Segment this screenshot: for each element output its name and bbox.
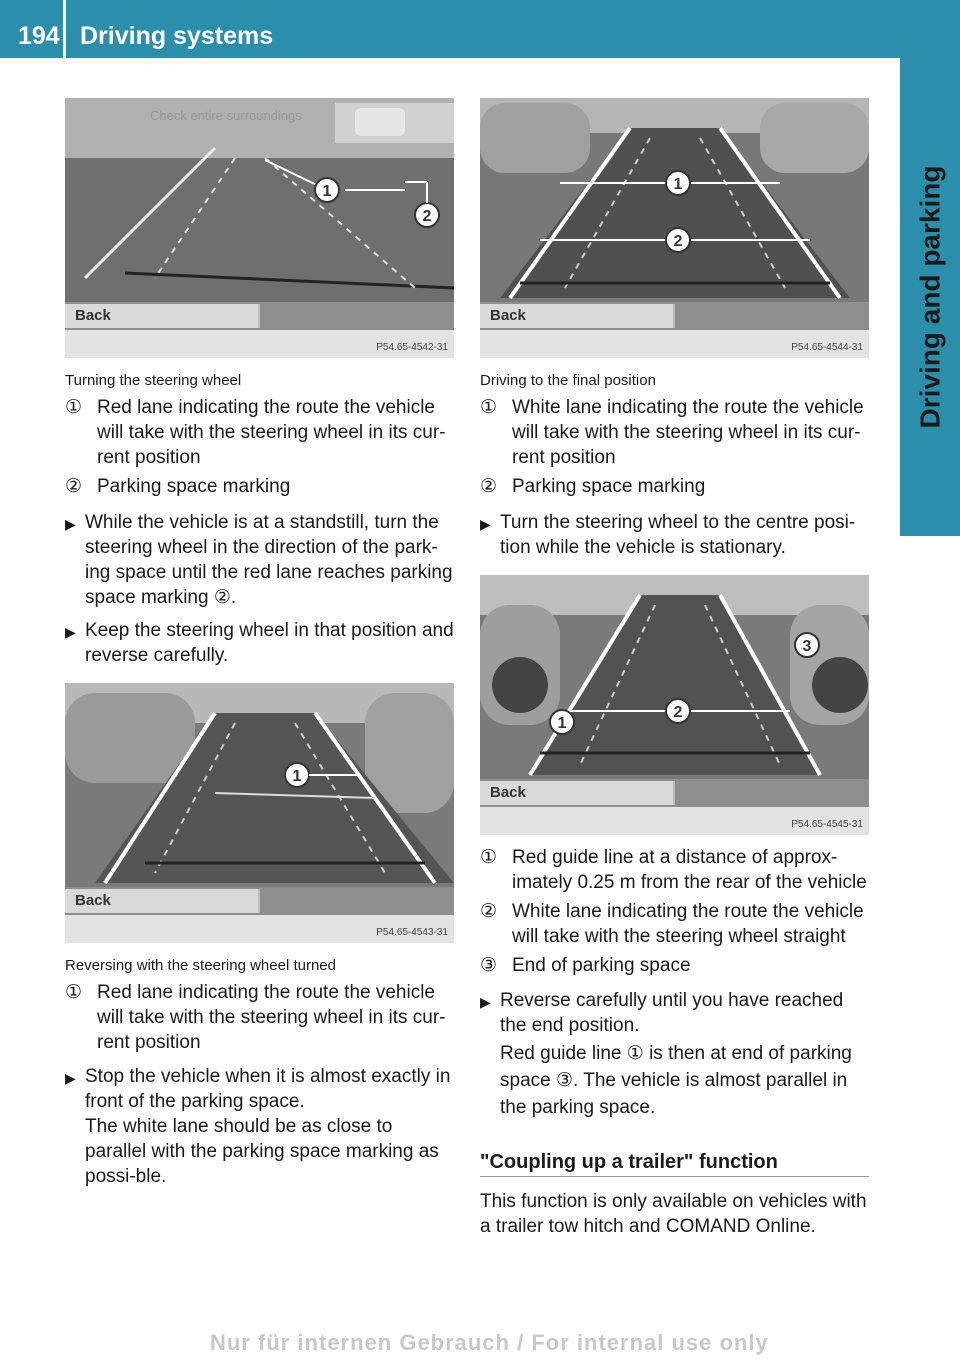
list-item-text: Parking space marking (512, 476, 706, 497)
instruction-step (65, 1064, 455, 1114)
list-item-text: White lane indicating the route the vehicle will take with the steering wheel in its cur-rent position (512, 397, 864, 468)
list-item-text: Red guide line at a distance of approx-imately 0.25 m from the rear of the vehicle (512, 847, 867, 893)
step-arrow-icon: ▶ (480, 994, 491, 1010)
step-arrow-icon: ▶ (65, 1070, 76, 1086)
step-text: Reverse carefully until you have reached the end position. (500, 990, 844, 1036)
marker-2: ② (65, 476, 83, 497)
section-heading: "Coupling up a trailer" function (480, 1151, 778, 1173)
list-item (480, 474, 872, 499)
step-arrow-icon: ▶ (65, 624, 76, 640)
marker-1: ① (480, 847, 498, 868)
step-arrow-icon: ▶ (65, 516, 76, 532)
svg-text:2: 2 (673, 704, 683, 721)
svg-text:1: 1 (557, 715, 567, 732)
list-item (480, 953, 872, 978)
image-code: P54.65-4545-31 (791, 819, 863, 830)
camera-image-4 (480, 575, 869, 835)
marker-2: ② (480, 901, 498, 922)
page-title: Driving systems (80, 22, 274, 50)
overlay-text: Check entire surroundings (150, 108, 302, 123)
image-code-bar (65, 330, 454, 358)
step-text: Keep the steering wheel in that position and reverse carefully. (85, 620, 454, 666)
image-code-bar (480, 807, 869, 835)
svg-text:3: 3 (802, 638, 812, 655)
header-divider (63, 0, 66, 58)
step-note: The white lane should be as close to parallel with the parking space marking as possi-ble. (85, 1116, 439, 1187)
step-text: Stop the vehicle when it is almost exactly in front of the parking space. (85, 1066, 451, 1112)
marker-1: ① (480, 397, 498, 418)
back-button: Back (65, 304, 260, 328)
svg-text:2: 2 (673, 233, 683, 250)
svg-text:1: 1 (322, 183, 332, 200)
page-number: 194 (18, 22, 60, 50)
camera-image-2 (65, 683, 454, 943)
back-button: Back (480, 781, 675, 805)
marker-1: ① (65, 397, 83, 418)
list-item (65, 474, 455, 499)
step-arrow-icon: ▶ (480, 516, 491, 532)
image-code: P54.65-4542-31 (376, 342, 448, 353)
marker-3: ③ (480, 955, 498, 976)
image-code: P54.65-4543-31 (376, 927, 448, 938)
image-code-bar (65, 915, 454, 943)
step-text: Turn the steering wheel to the centre posi-tion while the vehicle is stationary. (500, 512, 856, 558)
instruction-step (480, 988, 872, 1038)
body-paragraph: This function is only available on vehicles with a trailer tow hitch and COMAND Online. (480, 1191, 867, 1237)
image-code-bar (480, 330, 869, 358)
list-item (480, 395, 872, 470)
heading-rule (480, 1176, 869, 1177)
image-code: P54.65-4544-31 (791, 342, 863, 353)
step-text: While the vehicle is at a standstill, turn the steering wheel in the direction of the park-ing space until the red lane reaches parking space marking ②. (85, 512, 453, 608)
list-item (65, 980, 455, 1055)
list-item-text: Parking space marking (97, 476, 291, 497)
step-note: Red guide line ① is then at end of parking space ③. The vehicle is almost parallel in the parking space. (500, 1043, 852, 1118)
marker-2: ② (480, 476, 498, 497)
marker-1: ① (65, 982, 83, 1003)
list-item-text: White lane indicating the route the vehicle will take with the steering wheel straight (512, 901, 864, 947)
list-item (65, 395, 455, 470)
list-item (480, 899, 872, 949)
svg-text:2: 2 (422, 208, 432, 225)
list-item-text: Red lane indicating the route the vehicle will take with the steering wheel in its cur-rent position (97, 397, 446, 468)
list-item-text: Red lane indicating the route the vehicle will take with the steering wheel in its cur-rent position (97, 982, 446, 1053)
section-tab-label: Driving and parking (914, 165, 945, 429)
instruction-step (480, 510, 872, 560)
svg-text:1: 1 (292, 768, 302, 785)
camera-image-3 (480, 98, 869, 358)
footer-watermark: Nur für internen Gebrauch / For internal use only (210, 1330, 769, 1355)
caption-turning: Turning the steering wheel (65, 372, 242, 389)
list-item (480, 845, 872, 895)
list-item-text: End of parking space (512, 955, 691, 976)
section-tab-label-wrap (900, 58, 960, 536)
svg-text:1: 1 (673, 176, 683, 193)
page-header (0, 0, 960, 58)
camera-image-1 (65, 98, 454, 358)
caption-final-position: Driving to the final position (480, 372, 656, 389)
instruction-step (65, 618, 455, 668)
instruction-step (65, 510, 455, 610)
back-button: Back (65, 889, 260, 913)
caption-reversing: Reversing with the steering wheel turned (65, 957, 336, 974)
back-button: Back (480, 304, 675, 328)
